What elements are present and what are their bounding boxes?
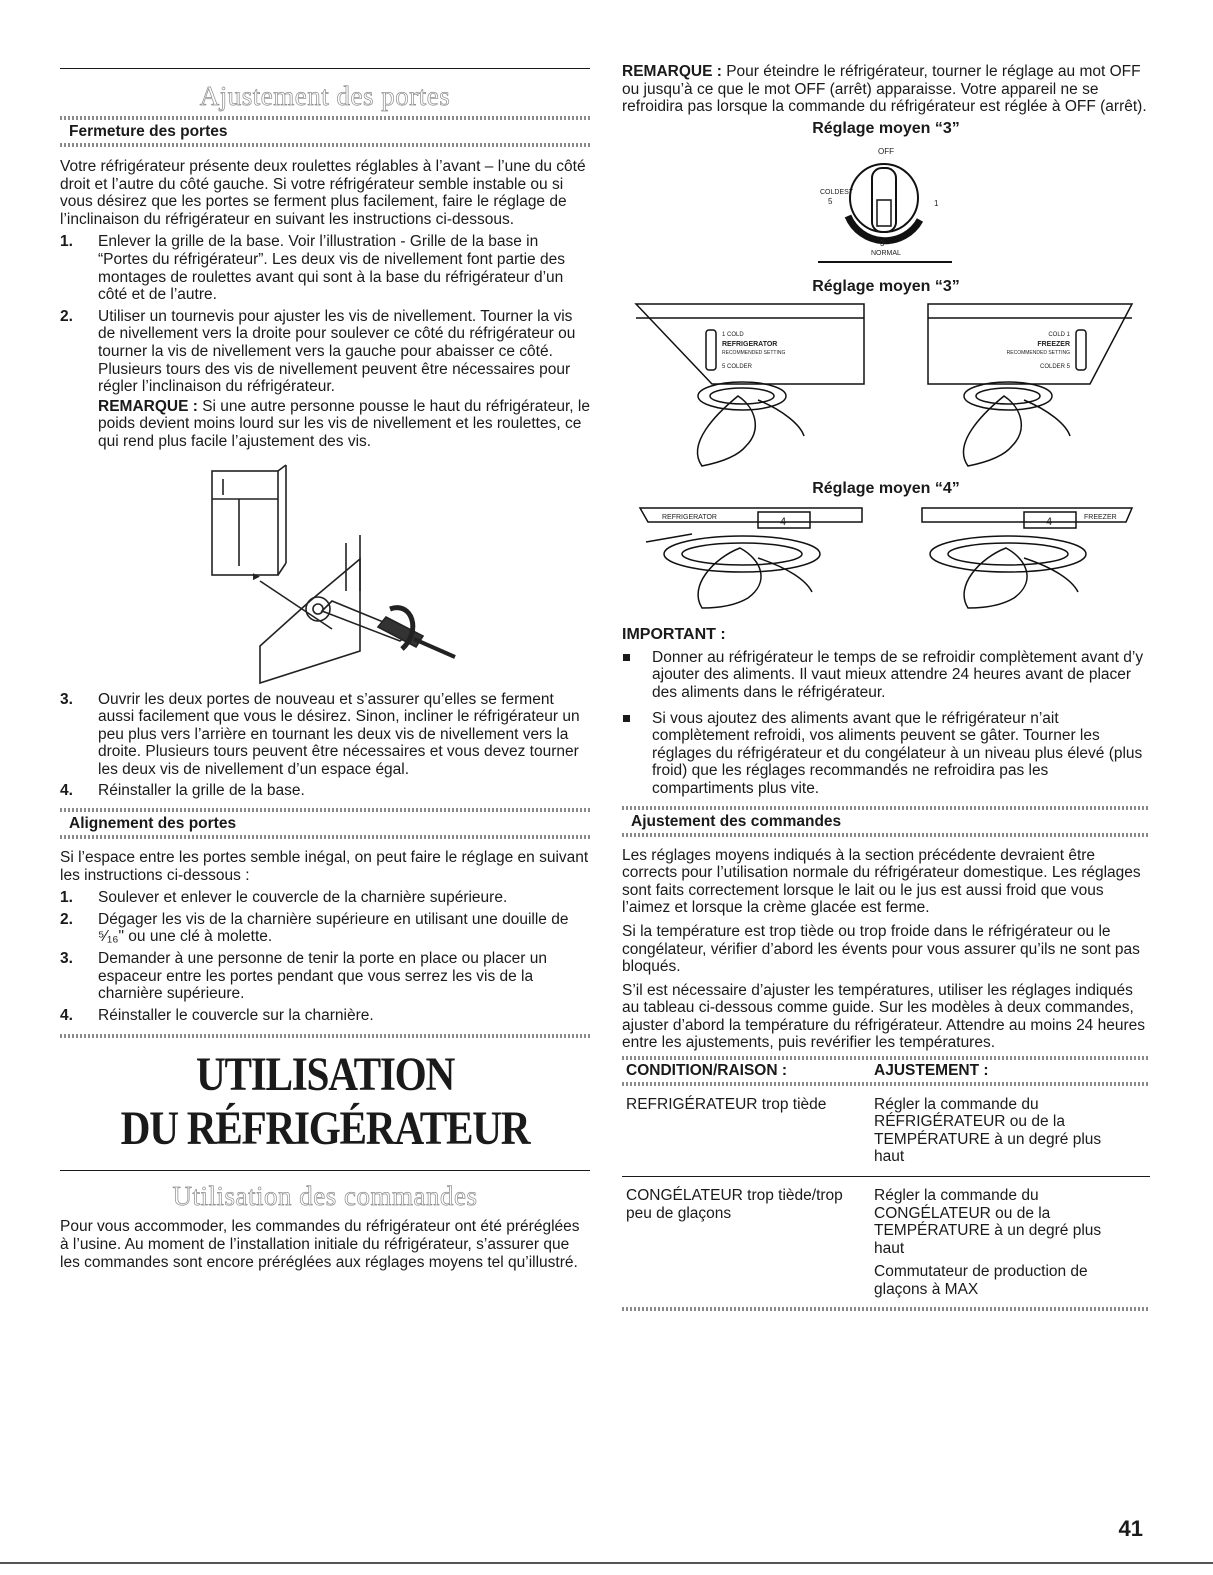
top-rule [60, 68, 590, 69]
adjust-paragraph: Les réglages moyens indiqués à la section précédente devraient être corrects pour l’utilisation normale du réfrigérateur domestique. Les réglages sont faits correctement lorsque le lait ou le jus est aussi froid que vous l’aimez et lorsque la crème glacée est ferme. [622, 846, 1141, 917]
table-cell: REFRIGÉRATEUR trop tiède [626, 1095, 827, 1113]
svg-text:1 COLD: 1 COLD [722, 331, 744, 338]
adjust-paragraph: Si la température est trop tiède ou trop froide dans le réfrigérateur ou le congélateur, vérifier d’abord les évents pour vous assurer qu’ils ne sont pas bloqués. [622, 922, 1140, 976]
chapter-title [60, 1048, 590, 1156]
svg-text:4: 4 [1046, 515, 1053, 528]
table-header-adjustment: AJUSTEMENT : [874, 1062, 989, 1080]
svg-text:COLDEST: COLDEST [820, 188, 854, 196]
chapter-title-line2: DU RÉFRIGÉRATEUR [120, 1102, 530, 1156]
chapter-title-line1: UTILISATION [195, 1048, 455, 1102]
slider-control-illustration [622, 498, 1150, 616]
svg-text:FREEZER: FREEZER [1037, 340, 1070, 348]
svg-text:REFRIGERATOR: REFRIGERATOR [722, 340, 778, 348]
caption-setting-4: Réglage moyen “4” [812, 479, 960, 497]
caption-setting-3-panel: Réglage moyen “3” [812, 277, 960, 295]
svg-text:5 COLDER: 5 COLDER [722, 363, 753, 370]
slider-illustration [622, 498, 1150, 616]
svg-text:REFRIGERATOR: REFRIGERATOR [662, 513, 717, 521]
dotted-divider [60, 1034, 590, 1038]
table-cell: Régler la commande du CONGÉLATEUR ou de la TEMPÉRATURE à un degré plus haut Commutateur de production de glaçons à MAX [874, 1187, 1102, 1298]
svg-text:4: 4 [780, 515, 787, 528]
list-item: 1. Enlever la grille de la base. Voir l’illustration - Grille de la base in “Portes du réfrigérateur”. Les deux vis de nivellement font partie des montages de roulettes avant qui sont à la base du réfrigérateur d’un côté et de l’autre. [60, 233, 565, 304]
list-item: 2. Dégager les vis de la charnière supérieure en utilisant une douille de ⁵⁄₁₆" ou une clé à molette. [60, 910, 569, 946]
heading-door-closing: Fermeture des portes [69, 123, 228, 140]
heading-control-adjust: Ajustement des commandes [631, 812, 842, 830]
list-item: 2. Utiliser un tournevis pour ajuster les vis de nivellement. Tourner la vis de nivellement vers la droite pour soulever ce côté du réfrigérateur ou tourner la vis de nivellement vers la gauche pour abaisser ce côté. Plusieurs tours des vis de nivellement peuvent être nécessaires pour régler l’inclinaison du réfrigérateur. [60, 307, 576, 396]
caption-setting-3-dial: Réglage moyen “3” [812, 119, 960, 137]
off-note: REMARQUE : Pour éteindre le réfrigérateur, tourner le réglage au mot OFF ou jusqu’à ce que le mot OFF (arrêt) apparaisse. Votre appareil ne se refroidira pas lorsque la commande du réfrigérateur est réglée à OFF (arrêt). [622, 63, 1147, 116]
list-item: Si vous ajoutez des aliments avant que le réfrigérateur n’ait complètement refroidi, vos aliments peuvent se gâter. Tourner les réglages du réfrigérateur et du congélateur à un niveau plus élevé (plus froid) que les réglages recommandés ne refroidira pas les compartiments plus vite. [622, 710, 1150, 798]
door-closing-steps [60, 233, 590, 395]
table-row [622, 1086, 1150, 1176]
panel-illustration [622, 296, 1150, 480]
control-dial-illustration [622, 138, 1150, 278]
dotted-divider [60, 835, 590, 839]
svg-text:COLDER 5: COLDER 5 [1039, 363, 1070, 370]
controls-intro: Pour vous accommoder, les commandes du réfrigérateur ont été préréglées à l’usine. Au moment de l’installation initiale du réfrigérateur, s’assurer que les commandes sont encore préréglées aux réglages moyens tel qu’illustré. [60, 1218, 580, 1271]
list-item: 4. Réinstaller la grille de la base. [60, 782, 305, 800]
table-header [622, 1062, 1150, 1080]
section-title-door-adjust: Ajustement des portes [199, 81, 451, 111]
svg-text:OFF: OFF [878, 146, 894, 156]
list-item: 1. Soulever et enlever le couvercle de la charnière supérieure. [60, 889, 508, 907]
table-cell: Régler la commande du RÉFRIGÉRATEUR ou de la TEMPÉRATURE à un degré plus haut [874, 1095, 1102, 1166]
svg-text:COLD 1: COLD 1 [1048, 331, 1070, 338]
important-label: IMPORTANT : [622, 625, 726, 643]
page-number: 41 [1118, 1516, 1143, 1541]
svg-text:NORMAL: NORMAL [871, 249, 901, 257]
important-list [622, 649, 1150, 798]
dotted-divider [60, 116, 590, 120]
section-title-controls: Utilisation des commandes [172, 1181, 478, 1212]
list-item: 4. Réinstaller le couvercle sur la charnière. [60, 1006, 374, 1024]
table-header-condition: CONDITION/RAISON : [626, 1062, 788, 1080]
door-closing-intro: Votre réfrigérateur présente deux roulettes réglables à l’avant – l’une du côté droit et l’autre du côté gauche. Si votre réfrigérateur semble instable ou si vous désirez que les portes se ferment plus facilement, faire le réglage de l’inclinaison du réfrigérateur en suivant les instructions ci-dessous. [60, 158, 586, 228]
dotted-divider [60, 808, 590, 812]
heading-door-alignment: Alignement des portes [69, 815, 237, 833]
leveling-screw-illustration [60, 451, 590, 691]
dotted-divider [622, 833, 1150, 837]
door-alignment-steps [60, 889, 590, 1024]
control-panel-illustration [622, 296, 1150, 480]
svg-text:RECOMMENDED SETTING: RECOMMENDED SETTING [1006, 349, 1070, 356]
svg-text:RECOMMENDED SETTING: RECOMMENDED SETTING [722, 349, 786, 356]
dial-illustration [622, 138, 1150, 278]
bottom-rule [0, 1562, 1213, 1564]
table-cell: CONGÉLATEUR trop tiède/trop peu de glaçons [626, 1187, 843, 1222]
door-closing-note: REMARQUE : Si une autre personne pousse le haut du réfrigérateur, le poids devient moins lourd sur les vis de nivellement et les roulettes, ce qui rend plus facile l’ajustement des vis. [98, 397, 590, 450]
list-item: 3. Demander à une personne de tenir la porte en place ou placer un espaceur entre les portes pendant que vous serrez les vis de la charnière supérieure. [60, 950, 547, 1003]
svg-text:3: 3 [880, 238, 885, 248]
svg-text:1: 1 [934, 198, 939, 208]
door-alignment-intro: Si l’espace entre les portes semble inégal, on peut faire le réglage en suivant les instructions ci-dessous : [60, 849, 589, 884]
svg-text:▶: ▶ [253, 570, 260, 581]
svg-text:5: 5 [828, 196, 833, 206]
door-closing-steps-continued [60, 691, 590, 801]
right-column [622, 0, 1150, 1311]
left-column [60, 0, 590, 1271]
svg-text:FREEZER: FREEZER [1084, 513, 1117, 521]
list-item: 3. Ouvrir les deux portes de nouveau et s’assurer qu’elles se ferment aussi facilement que vous le désirez. Sinon, incliner le réfrigérateur un peu plus vers l’arrière en tournant les deux vis de nivellement vers la droite. Plusieurs tours peuvent être nécessaires et vous devez tourner les deux vis de nivellement d’un espace égal. [60, 690, 580, 778]
leveling-illustration [60, 451, 590, 691]
list-item: Donner au réfrigérateur le temps de se refroidir complètement avant d’y ajouter des aliments. Il vaut mieux attendre 24 heures avant de placer des aliments dans le réfrigérateur. [622, 649, 1150, 702]
dotted-divider [622, 1307, 1150, 1311]
dotted-divider [622, 1056, 1150, 1060]
adjust-paragraph: S’il est nécessaire d’ajuster les températures, utiliser les réglages indiqués au tableau ci-dessous comme guide. Sur les modèles à deux commandes, ajuster d’abord la température du réfrigérateur. Attendre au moins 24 heures entre les ajustements, puis revérifier les températures. [622, 981, 1146, 1052]
chapter-rule [60, 1170, 590, 1171]
dotted-divider [60, 143, 590, 147]
dotted-divider [622, 806, 1150, 810]
table-row [622, 1177, 1150, 1299]
